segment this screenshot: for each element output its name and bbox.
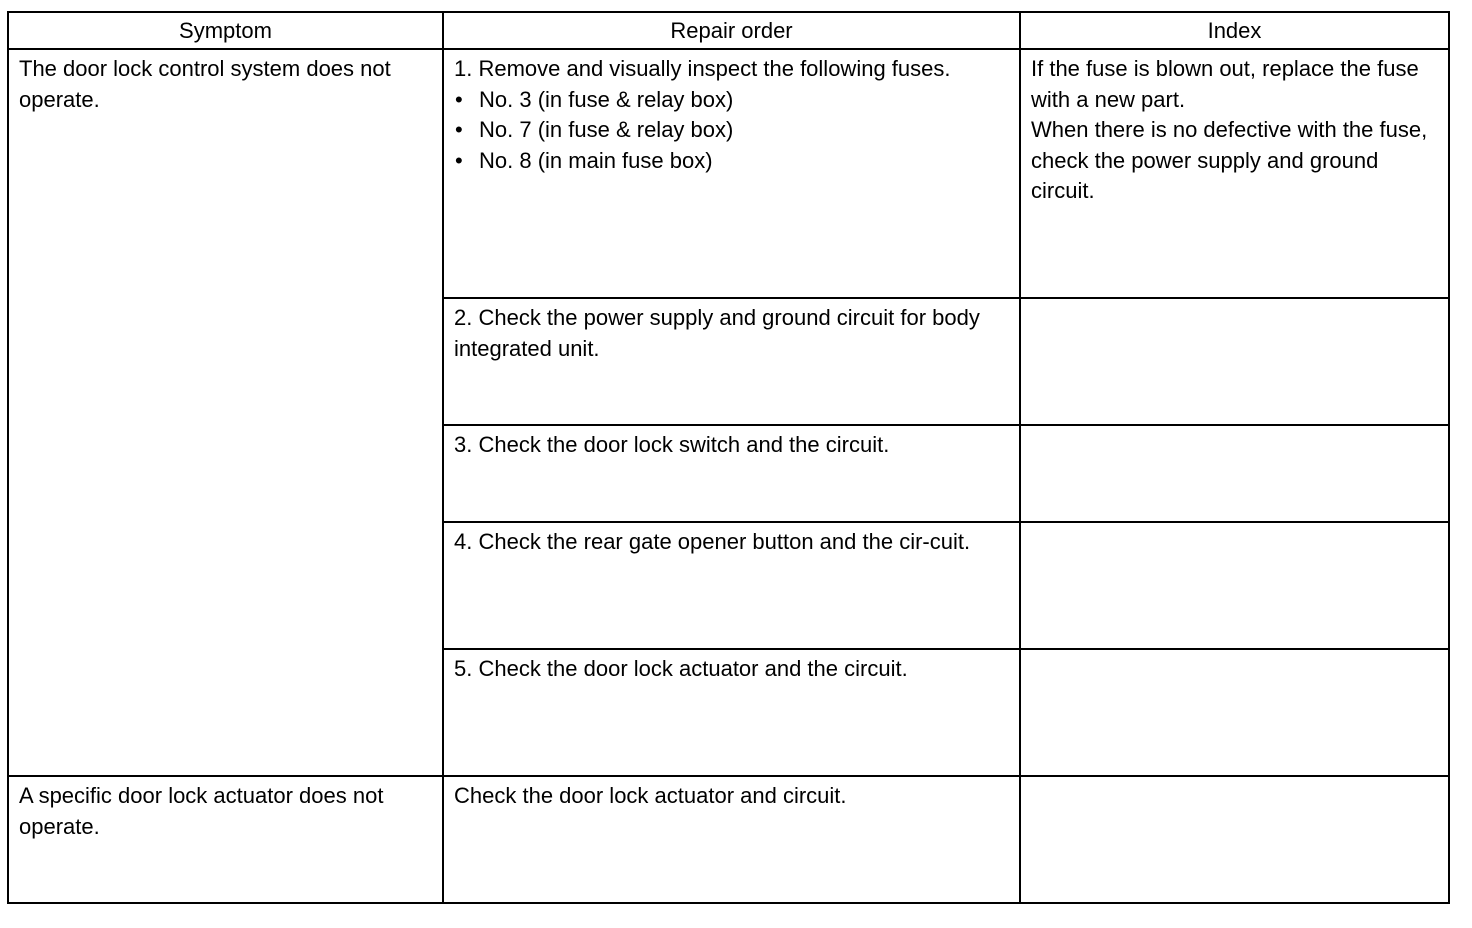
- index-cell: [1020, 425, 1449, 522]
- repair-step-text: 4. Check the rear gate opener button and the cir-cuit.: [454, 529, 971, 554]
- index-text: If the fuse is blown out, replace the fuse with a new part.: [1031, 56, 1419, 112]
- bullet-icon: •: [455, 147, 463, 173]
- repair-table: [7, 11, 1450, 904]
- repair-step-text: 1. Remove and visually inspect the following fuses.: [454, 56, 951, 81]
- fuse-item-text: No. 8 (in main fuse box): [479, 147, 713, 173]
- header-index: Index: [1020, 12, 1449, 49]
- symptom-cell: [8, 49, 443, 776]
- bullet-icon: •: [455, 86, 463, 112]
- index-cell: [1020, 49, 1449, 298]
- bullet-icon: •: [455, 117, 463, 142]
- list-item: [454, 85, 1010, 116]
- repair-order-cell: [443, 49, 1020, 298]
- header-symptom: Symptom: [8, 12, 443, 49]
- index-cell: [1020, 298, 1449, 425]
- index-cell: [1020, 649, 1449, 776]
- index-cell: [1020, 776, 1449, 903]
- table-row: [8, 49, 1449, 298]
- index-cell: [1020, 522, 1449, 649]
- header-row: [8, 12, 1449, 49]
- header-repair-order: Repair order: [443, 12, 1020, 49]
- repair-step-text: Check the door lock actuator and circuit.: [454, 783, 847, 808]
- table-row: [8, 776, 1449, 903]
- fuse-item-text: No. 3 (in fuse & relay box): [479, 86, 734, 112]
- fuse-list: [454, 85, 1010, 177]
- list-item: [454, 146, 1010, 177]
- repair-order-cell: [443, 776, 1020, 903]
- repair-order-cell: [443, 522, 1020, 649]
- symptom-text: A specific door lock actuator does not operate.: [19, 783, 384, 839]
- repair-order-cell: [443, 425, 1020, 522]
- repair-order-cell: [443, 649, 1020, 776]
- repair-step-text: 2. Check the power supply and ground circuit for body integrated unit.: [454, 305, 980, 361]
- symptom-text: The door lock control system does not operate.: [19, 56, 391, 112]
- symptom-cell: [8, 776, 443, 903]
- list-item: [454, 115, 1010, 146]
- index-text-extra: When there is no defective with the fuse, check the power supply and ground circuit.: [1031, 117, 1428, 203]
- repair-step-text: 5. Check the door lock actuator and the circuit.: [454, 656, 908, 681]
- repair-order-cell: [443, 298, 1020, 425]
- repair-step-text: 3. Check the door lock switch and the circuit.: [454, 432, 890, 457]
- fuse-item-text: No. 7 (in fuse & relay box): [479, 117, 734, 142]
